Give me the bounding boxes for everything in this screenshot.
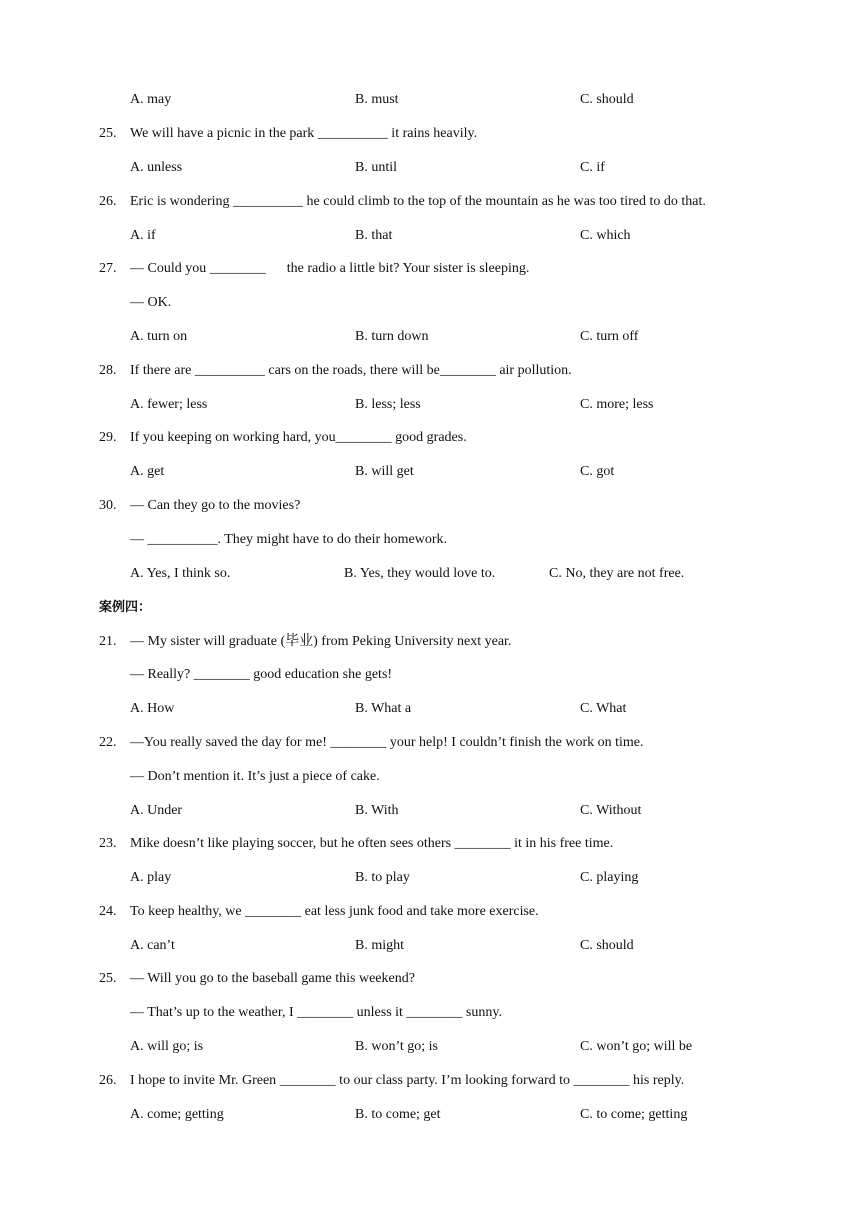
- question-number: 30.: [99, 498, 117, 513]
- option-a: A. can’t: [130, 938, 175, 953]
- question-number: 29.: [99, 430, 117, 445]
- question-number: 27.: [99, 261, 117, 276]
- option-b: B. might: [355, 938, 405, 953]
- question-number: 22.: [99, 735, 117, 750]
- option-a: A. unless: [130, 160, 183, 175]
- option-c: C. more; less: [580, 397, 654, 412]
- question-text: If you keeping on working hard, you________ good grades.: [130, 430, 467, 445]
- question-number: 28.: [99, 363, 117, 378]
- option-c: C. should: [580, 938, 634, 953]
- option-c: C. which: [580, 228, 631, 243]
- option-a: A. if: [130, 228, 156, 243]
- option-a: A. come; getting: [130, 1107, 224, 1122]
- question-text: — Can they go to the movies?: [130, 498, 301, 513]
- option-b: B. until: [355, 160, 398, 175]
- option-a: A. turn on: [130, 329, 188, 344]
- reply-text: — __________. They might have to do their homework.: [130, 532, 448, 547]
- reply-text: — OK.: [130, 295, 172, 310]
- section-heading: 案例四：: [99, 600, 152, 615]
- question-text: If there are __________ cars on the roads, there will be________ air pollution.: [130, 363, 572, 378]
- option-a: A. Under: [130, 803, 183, 818]
- question-number: 21.: [99, 634, 117, 649]
- option-c: C. to come; getting: [580, 1107, 688, 1122]
- option-c: C. won’t go; will be: [580, 1039, 693, 1054]
- option-a: A. How: [130, 701, 175, 716]
- question-number: 25.: [99, 126, 117, 141]
- option-b: B. Yes, they would love to.: [344, 566, 496, 581]
- option-c: C. if: [580, 160, 605, 175]
- option-b: B. must: [355, 92, 399, 107]
- question-text: — My sister will graduate (毕业) from Peking University next year.: [130, 634, 512, 649]
- question-number: 24.: [99, 904, 117, 919]
- option-b: B. less; less: [355, 397, 421, 412]
- reply-text: — Don’t mention it. It’s just a piece of cake.: [130, 769, 380, 784]
- option-a: A. play: [130, 870, 172, 885]
- option-a: A. Yes, I think so.: [130, 566, 231, 581]
- reply-text: — Really? ________ good education she gets!: [130, 667, 393, 682]
- option-c: C. should: [580, 92, 634, 107]
- option-b: B. won’t go; is: [355, 1039, 438, 1054]
- option-c: C. playing: [580, 870, 639, 885]
- option-c: C. got: [580, 464, 615, 479]
- question-number: 25.: [99, 971, 117, 986]
- question-text: —You really saved the day for me! ________ your help! I couldn’t finish the work on time.: [130, 735, 644, 750]
- question-text: We will have a picnic in the park __________ it rains heavily.: [130, 126, 478, 141]
- option-a: A. may: [130, 92, 172, 107]
- question-text: — Could you ________ the radio a little bit? Your sister is sleeping.: [130, 261, 530, 276]
- option-c: C. What: [580, 701, 627, 716]
- option-a: A. fewer; less: [130, 397, 208, 412]
- question-number: 26.: [99, 1073, 117, 1088]
- question-number: 26.: [99, 194, 117, 209]
- option-a: A. get: [130, 464, 165, 479]
- option-c: C. Without: [580, 803, 642, 818]
- question-text: — Will you go to the baseball game this weekend?: [130, 971, 415, 986]
- question-text: To keep healthy, we ________ eat less junk food and take more exercise.: [130, 904, 539, 919]
- option-b: B. turn down: [355, 329, 429, 344]
- question-text: Eric is wondering __________ he could climb to the top of the mountain as he was too tired to do that.: [130, 194, 706, 209]
- option-b: B. to play: [355, 870, 410, 885]
- option-b: B. What a: [355, 701, 412, 716]
- question-text: I hope to invite Mr. Green ________ to our class party. I’m looking forward to ________ his reply.: [130, 1073, 685, 1088]
- question-text: Mike doesn’t like playing soccer, but he often sees others ________ it in his free time.: [130, 836, 614, 851]
- option-b: B. With: [355, 803, 399, 818]
- option-b: B. will get: [355, 464, 414, 479]
- reply-text: — That’s up to the weather, I ________ unless it ________ sunny.: [130, 1005, 502, 1020]
- option-a: A. will go; is: [130, 1039, 204, 1054]
- question-number: 23.: [99, 836, 117, 851]
- option-c: C. No, they are not free.: [549, 566, 685, 581]
- option-c: C. turn off: [580, 329, 639, 344]
- option-b: B. that: [355, 228, 393, 243]
- option-b: B. to come; get: [355, 1107, 441, 1122]
